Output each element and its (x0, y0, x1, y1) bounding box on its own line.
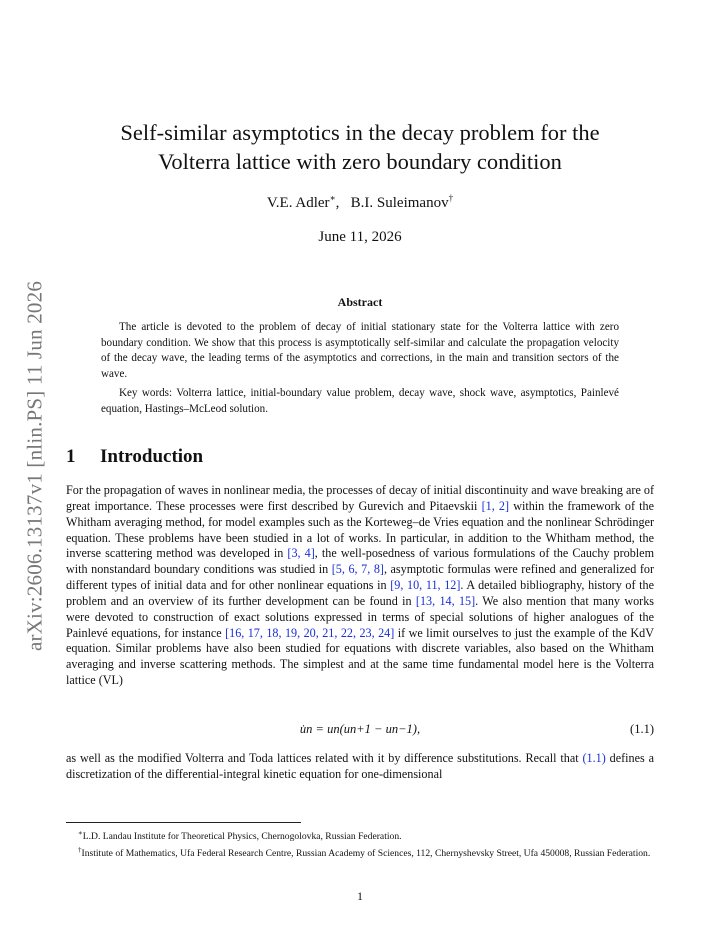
text-run: if we limit ourselves to just the example of the KdV equation. Similar problems have also been studied for equations with discrete variables, also based on the Whitham averaging and inverse scattering methods. The simplest and at the same time fundamental model here is the Volterra lattice (VL) (66, 625, 654, 688)
equation-number: (1.1) (630, 722, 654, 736)
equation-formula: u̇n = un(un+1 − un−1), (299, 722, 421, 736)
footnote-1 (66, 827, 654, 844)
section-title: Introduction (100, 446, 204, 467)
author-1-mark: ∗ (329, 193, 336, 203)
author-1: V.E. Adler (266, 195, 330, 211)
page-number: 1 (357, 889, 363, 903)
citation-link[interactable]: [3, 4] (287, 546, 315, 561)
citation-link[interactable]: [9, 10, 11, 12] (390, 578, 461, 593)
arxiv-id: arXiv:2606.13137v1 [nlin.PS] 11 Jun 2026 (22, 280, 47, 652)
citation-link[interactable]: [16, 17, 18, 19, 20, 21, 22, 23, 24] (225, 625, 395, 640)
title-line-1: Self-similar asymptotics in the decay problem for the (120, 120, 600, 145)
title-line-2: Volterra lattice with zero boundary condition (158, 149, 562, 174)
intro-paragraph (66, 483, 654, 689)
authors: V.E. Adler∗, B.I. Suleimanov† (266, 193, 454, 211)
footnote-2-text: Institute of Mathematics, Ufa Federal Research Centre, Russian Academy of Sciences, 112, Chernyshevsky Street, Ufa 450008, Russian Federation. (81, 848, 651, 860)
paper-title (66, 118, 654, 176)
citation-link[interactable]: [13, 14, 15] (415, 593, 476, 608)
second-paragraph (66, 751, 654, 783)
text-run: , the well-posedness of various formulations of the Cauchy problem with nonstandard boundary conditions was studied in (66, 546, 655, 577)
text-run: . We also mention that many works were devoted to construction of exact solutions expressed in terms of special solutions of higher analogues of the Painlevé equations, for instance (66, 593, 654, 640)
footnotes (66, 827, 654, 861)
section-number: 1 (66, 446, 76, 467)
text-run: , asymptotic formulas were refined and generalized for different types of initial data and for other nonlinear equations in (66, 562, 654, 593)
footnote-2 (66, 844, 654, 861)
equation-1-1 (66, 722, 654, 742)
paper-date: June 11, 2026 (318, 229, 402, 245)
text-run: as well as the modified Volterra and Toda lattices related with it by difference substitutions. Recall that (66, 751, 583, 765)
text-run: within the framework of the Whitham averaging method, for model examples such as the Korteweg–de Vries equation and the nonlinear Schrödinger equation. These problems have been studied in a lot of works. In particular, in addition to the Whitham method, the inverse scattering method was developed in (66, 498, 654, 561)
text-run: For the propagation of waves in nonlinear media, the processes of decay of initial discontinuity and wave breaking are of great importance. These processes were first described by Gurevich and Pitaevskii (66, 483, 654, 513)
abstract (101, 320, 619, 418)
citation-link[interactable]: [1, 2] (481, 498, 510, 513)
abstract-text: The article is devoted to the problem of decay of initial stationary state for the Volterra lattice with zero boundary condition. We show that this process is asymptotically self-similar and calculate the propagation velocity of the decay wave, the leading terms of the asymptotics and corrections, in the main and transition sectors of the wave. (101, 321, 619, 380)
text-run: defines a discretization of the differential-integral kinetic equation for one-dimensional (66, 751, 654, 781)
author-2-mark: † (448, 193, 454, 203)
footnote-rule (66, 822, 301, 823)
footnote-1-mark: ∗ (78, 829, 83, 837)
section-heading (66, 446, 203, 468)
abstract-heading: Abstract (337, 295, 383, 309)
keywords: Key words: Volterra lattice, initial-boundary value problem, decay wave, shock wave, asymptotics, Painlevé equation, Hastings–McLeod solution. (101, 387, 619, 415)
text-run: . A detailed bibliography, history of the problem and an overview of its further development can be found in (66, 578, 654, 608)
equation-ref-link[interactable]: (1.1) (582, 751, 606, 765)
citation-link[interactable]: [5, 6, 7, 8] (331, 562, 384, 577)
arxiv-stamp (23, 256, 47, 676)
footnote-2-mark: † (78, 845, 82, 854)
footnote-1-text: L.D. Landau Institute for Theoretical Physics, Chernogolovka, Russian Federation. (82, 831, 402, 843)
author-2: B.I. Suleimanov (350, 195, 449, 211)
